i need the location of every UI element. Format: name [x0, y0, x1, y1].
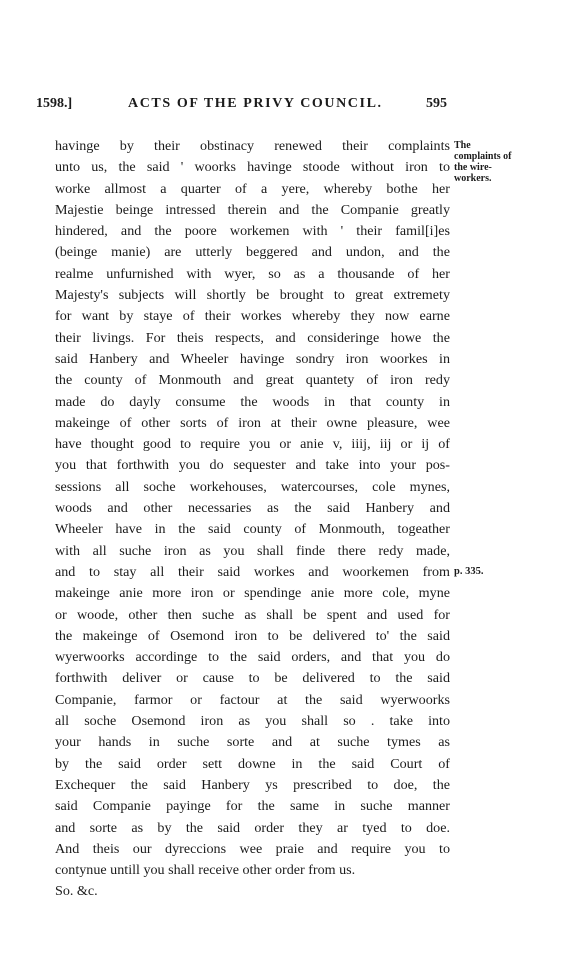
- text-line: and sorte as by the said order they ar tyed to doe.: [55, 819, 450, 836]
- text-line: by the said order sett downe in the said Court of: [55, 755, 450, 772]
- margin-note-complaints: [454, 140, 564, 184]
- text-line: and to stay all their said workes and woorkemen from: [55, 563, 450, 580]
- text-line: said Companie payinge for the same in suche manner: [55, 798, 450, 815]
- text-line: Wheeler have in the said county of Monmouth, togeather: [55, 521, 450, 538]
- text-line: said Hanbery and Wheeler havinge sondry iron woorkes in: [55, 350, 450, 367]
- text-line: makeinge anie more iron or spendinge anie more cole, myne: [55, 585, 450, 602]
- header-date: 1598.]: [36, 96, 73, 111]
- body-text: [55, 136, 450, 903]
- text-line: Exchequer the said Hanbery ys prescribed to doe, the: [55, 776, 450, 793]
- text-line: Companie, farmor or factour at the said wyerwoorks: [55, 691, 450, 708]
- text-line: you that forthwith you do sequester and take into your pos-: [55, 457, 450, 474]
- margin-note-page-ref: p. 335.: [454, 566, 484, 577]
- text-line: And theis our dyreccions wee praie and require you to: [55, 840, 450, 857]
- margin-note-line: the wire-: [454, 162, 492, 173]
- text-line: woods and other necessaries as the said Hanbery and: [55, 500, 450, 517]
- page-number: 595: [426, 96, 447, 111]
- text-line: with all suche iron as you shall finde there redy made,: [55, 542, 450, 559]
- text-line: have thought good to require you or anie v, iiij, iij or ij of: [55, 436, 450, 453]
- margin-note-line: complaints of: [454, 151, 512, 162]
- text-line: the makeinge of Osemond iron to be delivered to' the said: [55, 627, 450, 644]
- margin-note-line: workers.: [454, 173, 492, 184]
- text-line: wyerwoorks accordinge to the said orders, and that you do: [55, 649, 450, 666]
- text-line: (beinge manie) are utterly beggered and undon, and the: [55, 244, 450, 261]
- text-line: havinge by their obstinacy renewed their complaints: [55, 138, 450, 154]
- text-line: Majesty's subjects will shortly be brought to great extremety: [55, 287, 450, 304]
- text-line: hindered, and the poore workemen with ' their famil[i]es: [55, 223, 450, 240]
- running-header: [36, 96, 456, 120]
- text-line: makeinge of other sorts of iron at their owne pleasure, wee: [55, 414, 450, 431]
- header-title: ACTS OF THE PRIVY COUNCIL.: [128, 96, 383, 111]
- text-line: worke allmost a quarter of a yere, whereby bothe her: [55, 180, 450, 197]
- text-line: forthwith deliver or cause to be delivered to the said: [55, 670, 450, 687]
- text-line: contynue untill you shall receive other order from us.: [55, 862, 356, 879]
- text-line: Majestie beinge intressed therein and the Companie greatly: [55, 201, 450, 218]
- text-line: for want by staye of their workes whereby they now earne: [55, 308, 450, 325]
- text-line: all soche Osemond iron as you shall so . take into: [55, 713, 450, 730]
- text-line: realme unfurnished with wyer, so as a thousande of her: [55, 265, 450, 282]
- text-line: or woode, other then suche as shall be spent and used for: [55, 606, 450, 623]
- text-line: your hands in suche sorte and at suche tymes as: [55, 734, 450, 751]
- text-line: sessions all soche workehouses, watercourses, cole mynes,: [55, 478, 450, 495]
- text-line: their livings. For theis respects, and consideringe howe the: [55, 329, 450, 346]
- text-line: unto us, the said ' woorks havinge stoode without iron to: [55, 159, 450, 176]
- margin-note-line: The: [454, 140, 471, 151]
- text-line: the county of Monmouth and great quantety of iron redy: [55, 372, 450, 389]
- text-line: So. &c.: [55, 883, 98, 900]
- text-line: made do dayly consume the woods in that county in: [55, 393, 450, 410]
